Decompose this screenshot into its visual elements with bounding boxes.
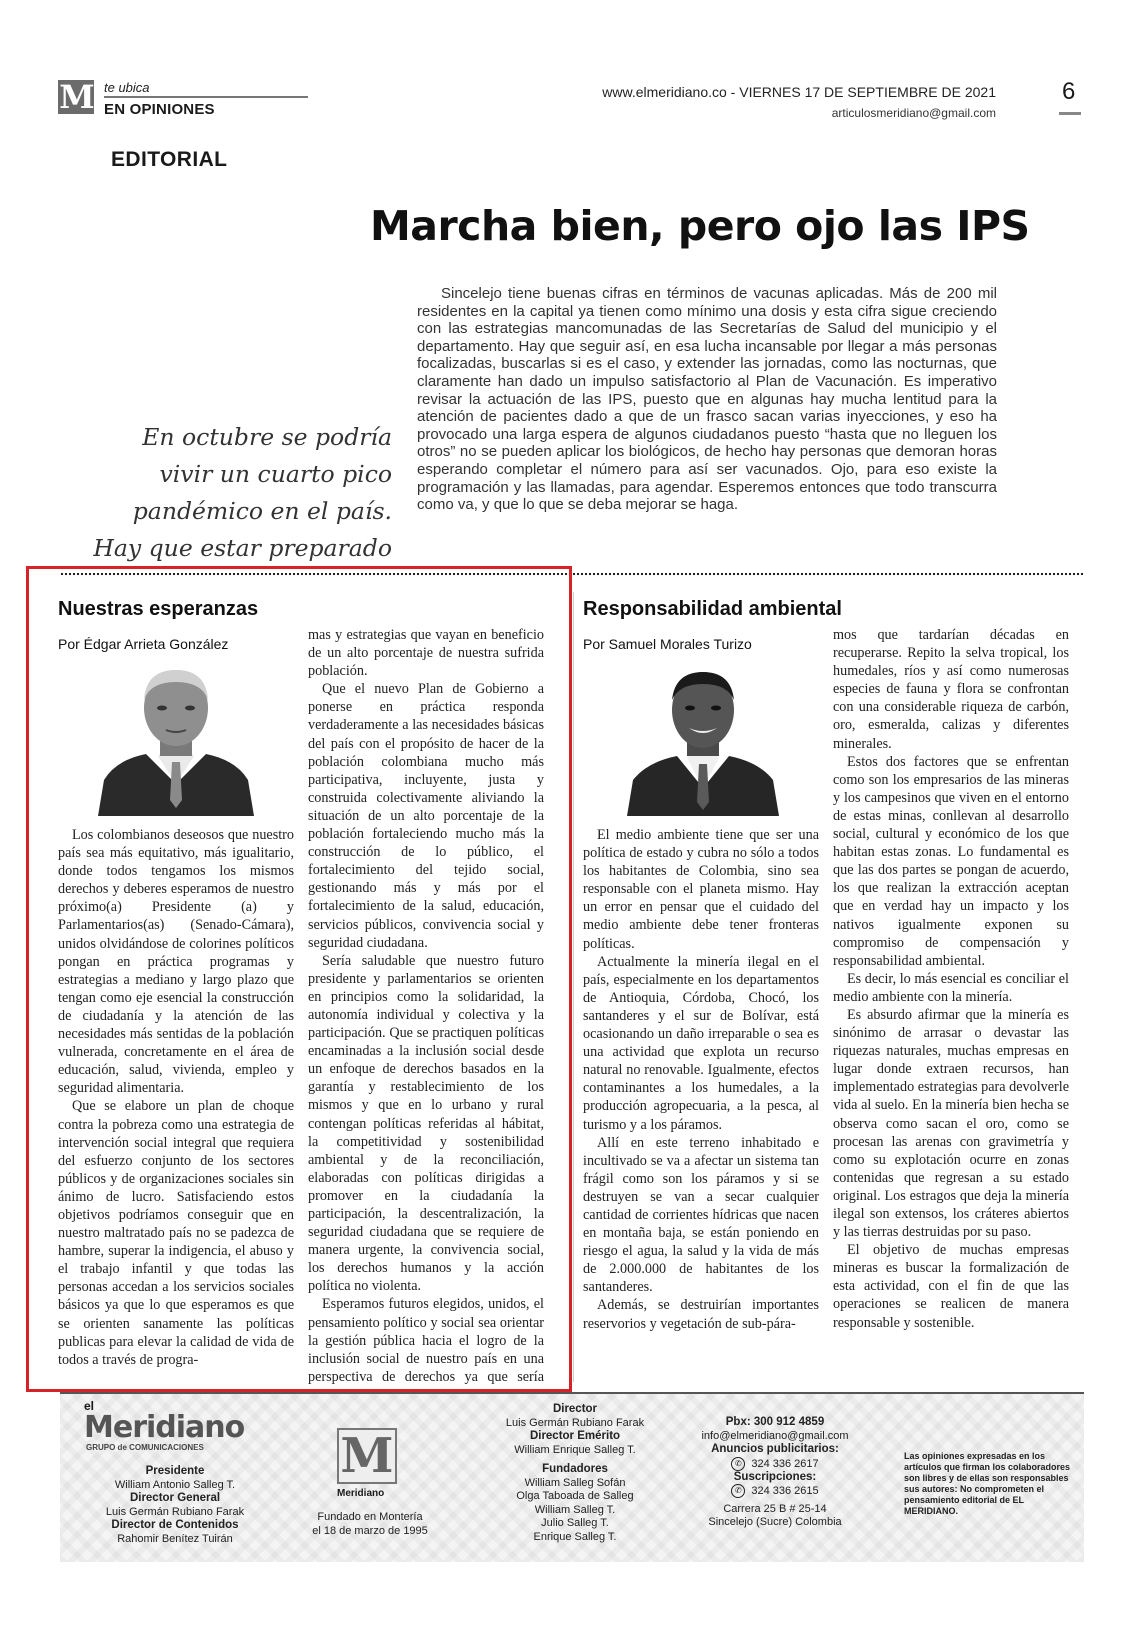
tagline-rule [104,96,308,98]
fundadores-label: Fundadores [542,1463,608,1475]
director-name: Luis Germán Rubiano Farak [505,1416,645,1429]
whatsapp-icon: ✆ [731,1484,745,1498]
dotted-divider [60,572,1084,576]
address-line: Carrera 25 B # 25-14 [723,1502,827,1515]
header-email: articulosmeridiano@gmail.com [831,106,996,120]
brand-wordmark: Meridiano [84,1410,245,1445]
paragraph: Es decir, lo más esencial es conciliar el medio ambiente con la minería. [833,970,1069,1005]
suscripciones-label: Suscripciones: [733,1470,817,1483]
director-label: Director [552,1403,598,1415]
presidente-name: William Antonio Salleg T. [114,1478,236,1491]
director-general-label: Director General [129,1492,221,1504]
paragraph: Sería saludable que nuestro futuro presidente y parlamentarios se orienten en principios como la solidaridad, la autonomía individual y colectiva y la participación. Que se practiquen políticas encaminadas a la inclusión social desde un enfoque de derechos basados en la garantía y restablecimiento de los mismos y que en lo urbano y rural contengan políticas referidas al hábitat, la competitividad y sostenibilidad ambiental y de la reconciliación, elaboradas con políticas dirigidas a promover en la ciudadanía la participación, la descentralización, la seguridad ciudadana que se requiere de manera urgente, la convivencia social, los derechos humanos y la acción política no violenta. [308,952,544,1295]
paragraph: mos que tardarían décadas en recuperarse. Repito la selva tropical, los humedales, ríos y así como numerosas especies de fauna y flora se confrontan con una considerable riqueza de carbón, oro, esmeralda, calizas y diferentes minerales. [833,627,1069,752]
staff-block-left [90,1465,260,1546]
founded-line: Fundado en Montería [317,1511,423,1523]
brand-prefix: el [84,1399,95,1413]
editorial-headline: Marcha bien, pero ojo las IPS [370,202,1030,250]
presidente-label: Presidente [145,1465,205,1477]
contact-email: info@elmeridiano@gmail.com [701,1429,849,1442]
address-city: Sincelejo (Sucre) Colombia [708,1516,842,1529]
author-photo-arrieta [96,660,256,816]
director-emerito-label: Director Emérito [529,1430,621,1442]
article-left-col1 [58,826,294,1382]
article-right-byline: Por Samuel Morales Turizo [583,636,752,652]
paragraph: Esperamos futuros elegidos, unidos, el pensamiento político y social sea orientar la gestión pública hacia el logro de la inclusión social de nuestro país en una perspectiva de derechos ya que sería [308,1296,544,1385]
page-number-rule [1059,112,1081,115]
editorial-lead: Sincelejo tiene buenas cifras en términos de vacunas aplicadas. Más de 200 mil residentes en la capital ya tienen como mínimo una dosis y esta cifra sigue creciendo con las estrategias mancomunadas de las Secretarías de Salud del municipio y el departamento. Hay que seguir así, en esa lucha incansable por llegar a más personas focalizadas, buscarlas si es el caso, y extender las jornadas, como las nocturnas, que claramente han dado un impulso satisfactorio al Plan de Vacunación. Es imperativo revisar la actuación de las IPS, puesto que en algunas hay mucha lentitud para la atención de pacientes dado a que de un frasco sacan varias inyecciones, y eso ha provocado una larga espera de algunos ciudadanos puesto “hasta que no lleguen los otros” no se pueden aplicar los biológicos, de hecho hay personas que demoran horas esperando completar el número para así ser vacunados. Ojo, para eso existe la programación y las llamadas, para agendar. Esperemos entonces que todo transcurra como va, y que lo que se deba mejorar se haga. [417,285,997,514]
paragraph: Actualmente la minería ilegal en el país, especialmente en los departamentos de Antioquia, Córdoba, Chocó, los santanderes y el sur de Bolívar, está ocasionando un daño irreparable o sea es una actividad que explota un recurso natural no renovable. Igualmente, efectos contaminantes a los humedales, a la producción agropecuaria, a la pesca, al turismo y a los páramos. [583,953,819,1133]
suscripciones-phone-row [690,1484,860,1498]
fundador-name: Olga Taboada de Salleg [516,1490,634,1502]
paragraph: El medio ambiente tiene que ser una política de estado y cubra no sólo a todos los habitantes de Colombia, sino sea responsable con el planeta mismo. Hay un error en pensar que el cuidado del medio ambiente debe tener fronteras políticas. [583,827,819,952]
director-contenidos-name: Rahomir Benítez Tuirán [117,1532,233,1545]
pbx-number: Pbx: 300 912 4859 [725,1416,825,1428]
column-divider [573,592,574,1382]
article-right-title: Responsabilidad ambiental [583,598,842,620]
header-tagline: te ubica [104,80,150,95]
article-left-byline: Por Édgar Arrieta González [58,636,229,652]
fundador-name: William Salleg T. [534,1503,616,1516]
paragraph: Es absurdo afirmar que la minería es sinónimo de arrasar o devastar las riquezas naturales, muchas empresas en lugar donde extraen recursos, han implementado estrategias para devolverle vida al suelo. En la minería bien hecha se observa como sacan el oro, como se procesan las arenas con gravimetría y como su explotación ocurre en zonas contenidas que regresan a su estado original. Los estragos que deja la minería ilegal son extensos, los cráteres abiertos y las tierras destruidas por su paso. [833,1006,1069,1241]
director-general-name: Luis Germán Rubiano Farak [105,1505,245,1518]
article-right-col1 [583,826,819,1382]
contact-block [690,1416,860,1530]
staff-block-center [490,1403,660,1544]
paragraph: Estos dos factores que se enfrentan como son los empresarios de las mineras y los campesinos que viven en el entorno de estas minas, conllevan al desarrollo social, cultural y económico de los que habitan estas zonas. Lo fundamental es que las dos partes se pongan de acuerdo, los que realizan la extracción aceptan que en verdad hay un impacto y los nativos igualmente exponen su compromiso de compensación y responsabilidad ambiental. [833,753,1069,969]
pull-quote: En octubre se podría vivir un cuarto pico pandémico en el país. Hay que estar preparado [93,423,392,562]
anuncios-label: Anuncios publicitarios: [711,1443,839,1455]
whatsapp-icon: ✆ [731,1457,745,1471]
site-date-line: www.elmeridiano.co - VIERNES 17 DE SEPTIEMBRE DE 2021 [602,84,996,100]
paragraph: Además, se destruirían importantes reservorios y vegetación de sub-pára- [583,1297,819,1332]
founded-date: el 18 de marzo de 1995 [312,1524,428,1537]
anuncios-phone: 324 336 2617 [751,1457,819,1470]
paragraph: Que el nuevo Plan de Gobierno a ponerse en práctica responda verdaderamente a las necesidades básicas del país con el propósito de hacer de la población colombiana mucho más participativa, incluyente, justa y construida colectivamente aliviando la situación de un alto porcentaje de la población fortaleciendo mucho más la construcción de lo público, el fortalecimiento del tejido social, gestionando más y más por el fortalecimiento de la salud, educación, servicios públicos, convivencia social y seguridad ciudadana. [308,681,544,951]
article-left-col2 [308,626,544,1385]
opinion-disclaimer: Las opiniones expresadas en los artículos que firman los colaboradores son libres y de ellas son responsables sus autores: No comprometen el pensamiento editorial de EL MERIDIANO. [904,1451,1071,1516]
fundador-name: William Salleg Sofán [524,1476,626,1489]
suscripciones-phone: 324 336 2615 [751,1485,819,1498]
meridiano-logo-icon: M [59,78,93,116]
founding-note [300,1511,440,1538]
paragraph: El objetivo de muchas empresas mineras es buscar la formalización de esta actividad, con el fin de que las operaciones se realicen de manera responsable y sostenible. [833,1242,1069,1331]
author-photo-morales [623,660,783,816]
paragraph: Allí en este terreno inhabitado e incultivado se va a afectar un sistema tan frágil como son los páramos y si se destruyen se van a secar cualquier cantidad de corrientes hídricas que nacen en montaña baja, se están poniendo en riesgo el agua, la salud y la vida de más de 2.000.000 de habitantes de los santanderes. [583,1134,819,1296]
director-emerito-name: William Enrique Salleg T. [514,1443,636,1456]
director-contenidos-label: Director de Contenidos [111,1519,239,1531]
section-name: EN OPINIONES [104,101,215,118]
fundador-name: Julio Salleg T. [541,1517,609,1529]
brand-subtitle: GRUPO de COMUNICACIONES [86,1443,204,1452]
emblem-label: Meridiano [337,1488,385,1499]
anuncios-phone-row [690,1457,860,1471]
meridiano-emblem-icon: M [337,1428,397,1484]
article-right-col2 [833,626,1069,1380]
paragraph: Que se elabore un plan de choque contra la pobreza como una estrategia de intervención social integral que requiera del esfuerzo conjunto de los sectores públicos y de organizaciones sociales sin ánimo de lucro. Satisfaciendo estos objetivos podríamos conseguir que en nuestro maltratado país no se padezca de hambre, superar la indigencia, el abuso y el trabajo infantil y que todas las personas accedan a los servicios sociales básicos ya que lo que esperamos es que se orienten sanamente las políticas publicas para elevar la calidad de vida de todos a través de progra- [58,1098,294,1368]
article-left-title: Nuestras esperanzas [58,598,259,620]
paragraph: mas y estrategias que vayan en beneficio de un alto porcentaje de nuestra sufrida población. [308,627,544,680]
editorial-kicker: EDITORIAL [111,148,228,171]
page-number: 6 [1062,78,1076,105]
fundador-name: Enrique Salleg T. [533,1530,617,1543]
paragraph: Los colombianos deseosos que nuestro país sea más equitativo, más igualitario, donde todos tengamos los mismos derechos y deberes esperamos de nuestro próximo(a) Presidente (a) y Parlamentarios(as) (Senado-Cámara), unidos olvidándose de colorines políticos pongan en práctica programas y estrategias a mediano y largo plazo que tengan como eje esencial la construcción de ciudadanía y la atención de las necesidades más sentidas de la población vulnerada, concretamente en el área de educación, salud, vivienda, empleo y seguridad alimentaria. [58,827,294,1097]
